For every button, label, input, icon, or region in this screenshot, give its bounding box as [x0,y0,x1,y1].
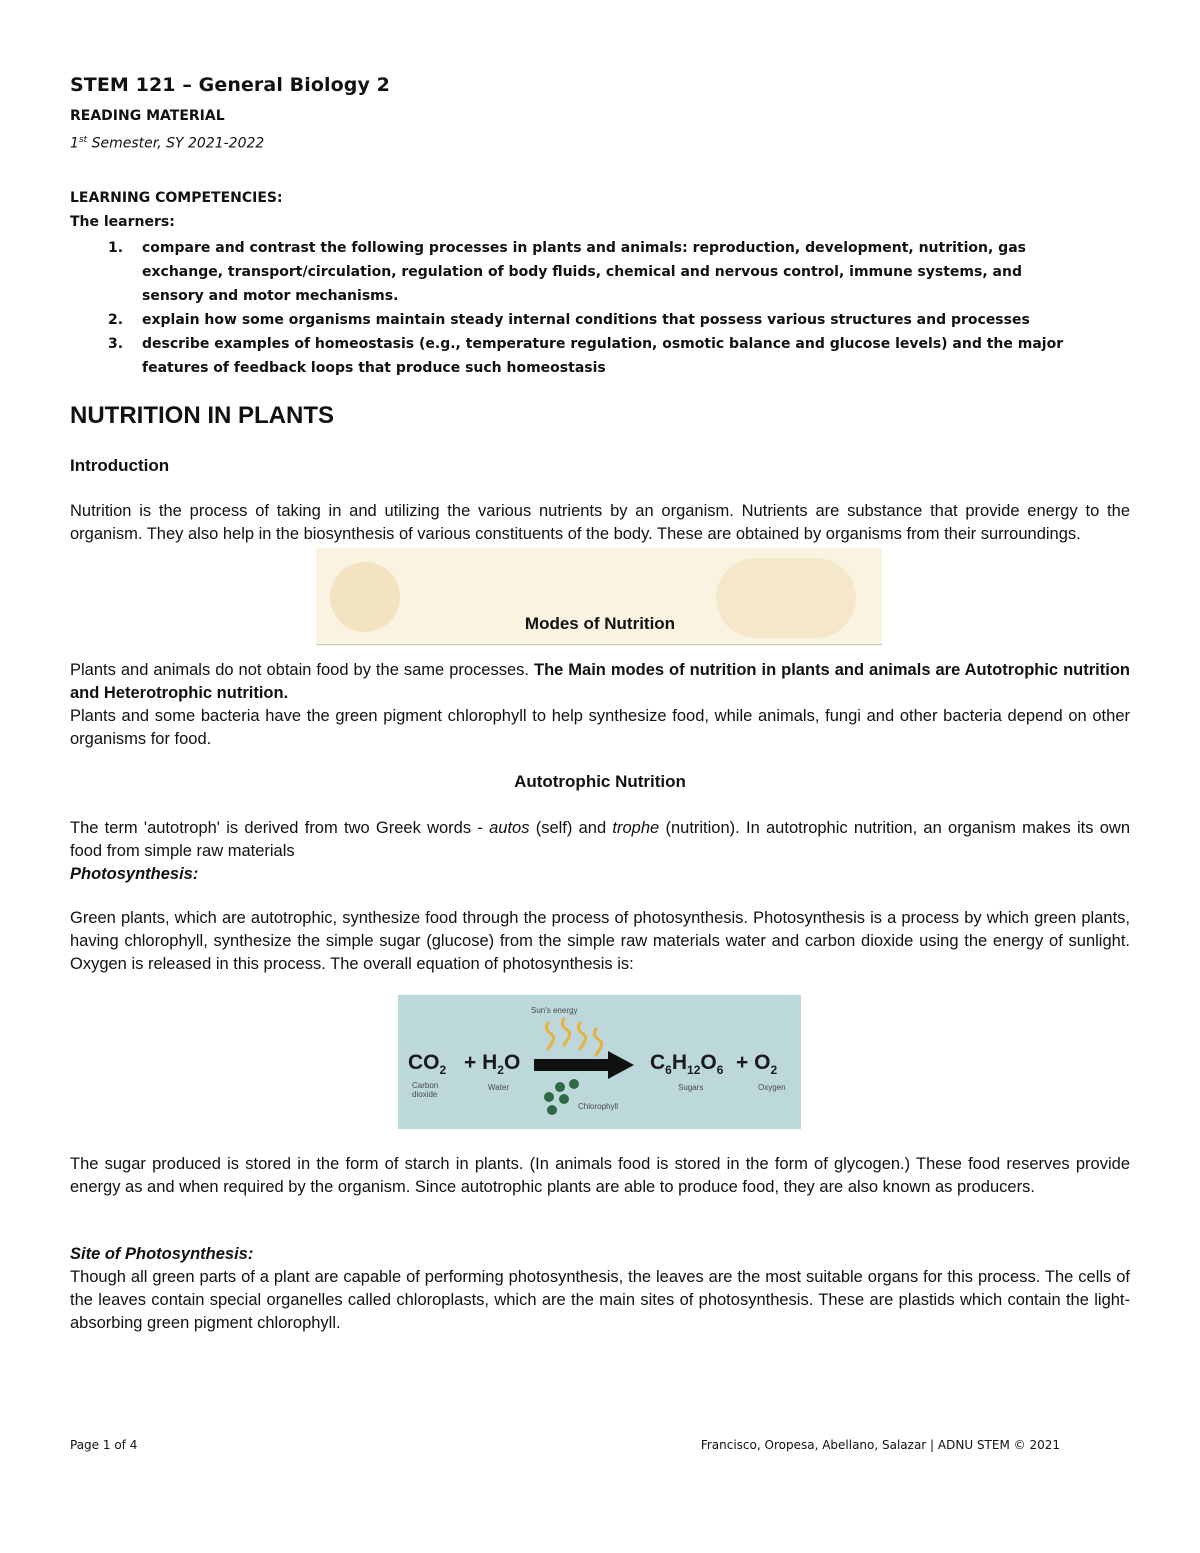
modes-heading: Modes of Nutrition [524,614,676,633]
semester-rest: Semester, SY 2021-2022 [87,135,265,152]
co2-label-1: Carbon [412,1081,439,1090]
competency-text: describe examples of homeostasis (e.g., temperature regulation, osmotic balance and glucose levels) and the major features of feedback loops that produce such homeostasis [142,336,1064,376]
modes-paragraph-2: Plants and some bacteria have the green pigment chlorophyll to help synthesize food, while animals, fungi and other bacteria depend on other organisms for food. [70,707,1130,748]
photosynthesis-equation-figure [398,995,801,1129]
semester-ordinal: 1 [70,135,79,152]
co2-main: CO [408,1051,440,1074]
intro-paragraph: Nutrition is the process of taking in and utilizing the various nutrients by an organism. Nutrients are substance that provide energy to the organism. They also help in the biosynthesis of various constituents of the body. These are obtained by organisms from their surroundings. [70,502,1130,543]
autotrophic-paragraph [70,817,1130,863]
chlorophyll-dots-icon [544,1079,579,1115]
sugar-o: O [700,1051,717,1074]
modes-paragraph-1 [70,659,1130,705]
competencies-heading: LEARNING COMPETENCIES: [70,190,283,206]
competencies-intro: The learners: [70,214,175,230]
trophe-word: trophe [612,819,660,837]
h2o-plus: + H [464,1051,498,1074]
co2-label-2: dioxide [412,1090,438,1099]
competency-number: 1. [108,240,124,256]
storage-paragraph: The sugar produced is stored in the form of starch in plants. (In animals food is stored in the form of glycogen.) These food reserves provide energy as and when required by the organism. Since autotrophic plants are able to produce food, they are also known as producers. [70,1155,1130,1196]
competency-item [70,236,1070,308]
competency-number: 2. [108,312,124,328]
competency-text: compare and contrast the following processes in plants and animals: reproduction, development, nutrition, gas exchange, transport/circulation, regulation of body fluids, chemical and nervous control, immune systems, and sensory and motor mechanisms. [142,240,1026,304]
competency-number: 3. [108,336,124,352]
page-number: Page 1 of 4 [70,1438,138,1452]
o2-plus: + O [736,1051,771,1074]
sugar-o-sub: 6 [716,1063,724,1078]
semester-suffix: st [78,135,88,145]
h2o-o: O [503,1051,521,1074]
co2-sub: 2 [439,1063,447,1078]
site-paragraph: Though all green parts of a plant are capable of performing photosynthesis, the leaves are the most suitable organs for this process. The cells of the leaves contain special organelles called chloroplasts, which are the main sites of photosynthesis. These are plastids which contain the light-absorbing green pigment chlorophyll. [70,1268,1130,1332]
chlorophyll-label: Chlorophyll [578,1102,619,1111]
autos-word: autos [489,819,530,837]
sugar-c-sub: 6 [665,1063,672,1078]
modes-text-normal: Plants and animals do not obtain food by the same processes. [70,661,534,679]
autotroph-text-b: (self) and [529,819,613,837]
section-title: NUTRITION IN PLANTS [70,402,334,429]
co2-formula [408,1051,446,1077]
photosynthesis-heading: Photosynthesis: [70,865,199,883]
h2o-formula [464,1051,520,1077]
competencies-list [70,236,1070,380]
autotrophic-heading: Autotrophic Nutrition [514,772,686,791]
site-heading: Site of Photosynthesis: [70,1245,254,1263]
doc-type-label: READING MATERIAL [70,108,225,124]
h2o-sub: 2 [497,1063,504,1078]
o2-sub: 2 [770,1063,778,1078]
intro-heading: Introduction [70,456,170,475]
sun-energy-label: Sun's energy [531,1006,578,1015]
sun-rays-icon [546,1019,601,1055]
co2-label [412,1081,438,1099]
photosynthesis-paragraph: Green plants, which are autotrophic, synthesize food through the process of photosynthesis. Photosynthesis is a process by which green plants, having chlorophyll, synthesize the simple sugar (glucose) from the simple raw materials water and carbon dioxide using the energy of sunlight. Oxygen is released in this process. The overall equation of photosynthesis is: [70,909,1130,973]
sugar-c: C [650,1051,666,1074]
oxygen-label: Oxygen [758,1083,786,1092]
glucose-formula [650,1051,723,1077]
competency-item [70,332,1070,380]
sugars-label: Sugars [678,1083,704,1092]
sugar-h: H [671,1051,688,1074]
footer-credits: Francisco, Oropesa, Abellano, Salazar | ADNU STEM © 2021 [700,1438,1060,1452]
heading-divider [316,644,882,645]
reaction-arrow-icon [534,1051,634,1079]
water-label: Water [488,1083,510,1092]
course-title: STEM 121 – General Biology 2 [70,74,390,96]
autotroph-text-c: (nutrition). In autotrophic nutrition, an organism makes its own food from simple raw materials [70,819,1130,860]
semester-line [70,135,264,152]
competency-item [70,308,1070,332]
o2-formula [736,1051,777,1077]
autotroph-text-a: The term 'autotroph' is derived from two Greek words - [70,819,490,837]
competency-text: explain how some organisms maintain steady internal conditions that possess various structures and processes [142,312,1030,328]
modes-text-bold: The Main modes of nutrition in plants and animals are Autotrophic nutrition and Heterotrophic nutrition. [70,661,1130,702]
sugar-h-sub: 12 [687,1063,701,1078]
